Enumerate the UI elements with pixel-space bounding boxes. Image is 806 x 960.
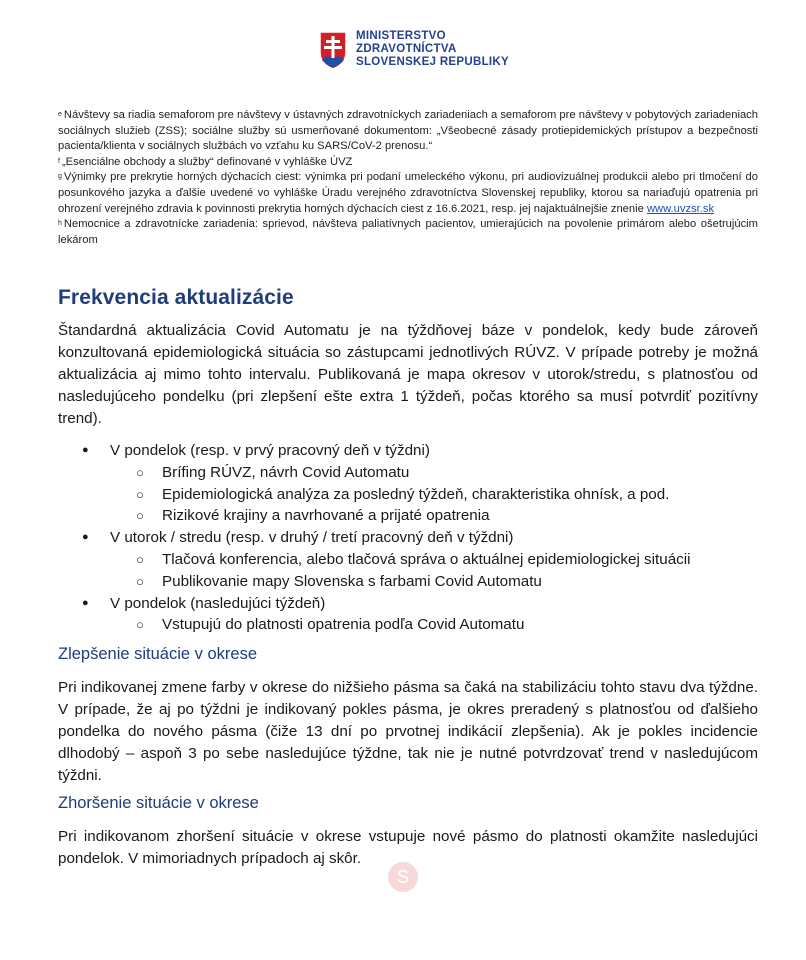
section-title-improvement: Zlepšenie situácie v okrese [58, 645, 258, 663]
logo-line-1: MINISTERSTVO [356, 30, 446, 42]
schedule-subitem: ○ Vstupujú do platnosti opatrenia podľa Covid Automatu [58, 614, 758, 636]
logo-line-3: SLOVENSKEJ REPUBLIKY [356, 56, 509, 68]
footnote-text: Návštevy sa riadia semaforom pre návštevy v ústavných zdravotníckych zariadeniach a semaforom pre návštevy v pobytových zariadeniach sociálnych služieb (ZSS); sociálne služby sú usmerňované dokumentom: „Všeobecné zásady protiepidemických prístupov a bezpečnosti pacienta/klienta v sociálnych službách vo vzťahu ku SARS/CoV-2 prenosu.“ [58, 109, 758, 153]
ministry-logo [318, 30, 509, 70]
footnote-text: Nemocnice a zdravotnícke zariadenia: sprievod, návšteva paliatívnych pacientov, umierajúcich na povolenie primárom alebo ošetrujúcim lekárom [58, 218, 758, 246]
section-title-frequency: Frekvencia aktualizácie [58, 286, 294, 309]
schedule-item-monday: ● V pondelok (resp. v prvý pracovný deň v týždni) [58, 440, 758, 462]
schedule-subitem: ○ Rizikové krajiny a navrhované a prijaté opatrenia [58, 505, 758, 527]
footnote-mark: g [58, 173, 62, 181]
schedule-item-next-monday: ● V pondelok (nasledujúci týždeň) [58, 593, 758, 615]
schedule-item-tuesday: ● V utorok / stredu (resp. v druhý / tretí pracovný deň v týždni) [58, 527, 758, 549]
footnote-text: „Esenciálne obchody a služby“ definované v vyhláške ÚVZ [61, 155, 353, 168]
footnote-e [58, 108, 758, 155]
footnote-mark: e [58, 111, 62, 118]
uvzsr-link[interactable]: www.uvzsr.sk [646, 202, 715, 215]
footnote-mark: f [58, 157, 60, 165]
footnotes [58, 108, 758, 248]
logo-line-2: ZDRAVOTNÍCTVA [356, 43, 457, 55]
worsening-paragraph: Pri indikovanom zhoršení situácie v okrese vstupuje nové pásmo do platnosti okamžite nasledujúci pondelok. V mimoriadnych prípadoch aj skôr. [58, 828, 758, 867]
schedule-subitem: ○ Tlačová konferencia, alebo tlačová správa o aktuálnej epidemiologickej situácii [58, 549, 758, 571]
watermark-icon: S [388, 862, 418, 892]
schedule-subitem: ○ Brífing RÚVZ, návrh Covid Automatu [58, 462, 758, 484]
footnote-h [58, 217, 758, 248]
footnote-f [58, 155, 758, 171]
footnote-g [58, 170, 758, 217]
schedule-list [58, 440, 758, 636]
improvement-paragraph: Pri indikovanej zmene farby v okrese do nižšieho pásma sa čaká na stabilizáciu tohto stavu dva týždne. V prípade, že aj po týždni je indikovaný pokles pásma, je okres preradený s platnosťou od ďalšieho pondelka do nového pásma (čiže 13 dní po prvotnej indikácií zlepšenia). Ak je pokles incidencie dlhodobý – aspoň 3 po sebe nasledujúce týždne, tak nie je nutné potvrdzovať trend v nasledujúcom týždni. [58, 679, 758, 784]
footnote-mark: h [58, 220, 62, 228]
footnote-text: Výnimky pre prekrytie horných dýchacích ciest: výnimka pri podaní umeleckého výkonu, pri audiovizuálnej produkcii alebo pri tlmočení do posunkového jazyka a ďalšie uvedené vo vyhláške Úradu verejného zdravotníctva Slovenskej republiky, ktorou sa nariaďujú opatrenia pri ohrození verejného zdravia k povinnosti prekrytia horných dýchacích ciest z 16.6.2021, resp. jej najaktuálnejšie znenie [58, 171, 758, 215]
schedule-subitem: ○ Publikovanie mapy Slovenska s farbami Covid Automatu [58, 571, 758, 593]
frequency-paragraph: Štandardná aktualizácia Covid Automatu je na týždňovej báze v pondelok, kedy bude zároveň konzultovaná epidemiologická situácia so zástupcami jednotlivých RÚVZ. V prípade potreby je možná aktualizácia aj mimo tohto intervalu. Publikovaná je mapa okresov v utorok/stredu, s platnosťou od nasledujúceho pondelku (pri zlepšení ešte extra 1 týždeň, počas ktorého sa musí potvrdiť pozitívny trend). [58, 322, 758, 427]
slovak-coat-of-arms-icon [318, 30, 348, 70]
section-title-worsening: Zhoršenie situácie v okrese [58, 794, 259, 812]
schedule-subitem: ○ Epidemiologická analýza za posledný týždeň, charakteristika ohnísk, a pod. [58, 484, 758, 506]
